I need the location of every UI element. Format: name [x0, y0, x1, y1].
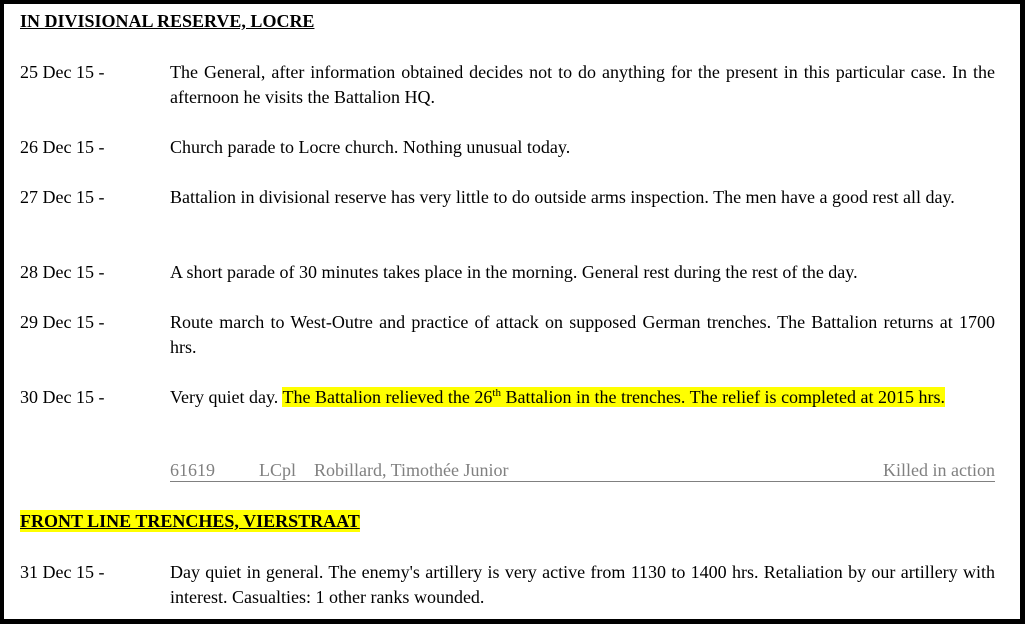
- entry-text: A short parade of 30 minutes takes place in the morning. General rest during the rest of the day.: [170, 262, 858, 282]
- entry-text-plain: Very quiet day.: [170, 387, 283, 407]
- soldier-name: Robillard, Timothée Junior: [314, 460, 509, 480]
- entry-date: 27 Dec 15 -: [20, 187, 105, 207]
- section-heading-vierstraat: FRONT LINE TRENCHES, VIERSTRAAT: [20, 511, 360, 531]
- entry-text: The General, after information obtained decides not to do anything for the present in this particular case. In the afternoon he visits the Battalion HQ.: [170, 62, 995, 107]
- casualty-row: [170, 459, 995, 482]
- entry-date: 25 Dec 15 -: [20, 62, 105, 82]
- service-number: 61619: [170, 460, 215, 480]
- casualty-status: Killed in action: [883, 460, 995, 480]
- entry-text: Day quiet in general. The enemy's artillery is very active from 1130 to 1400 hrs. Retaliation by our artillery with interest. Casualties: 1 other ranks wounded.: [170, 562, 995, 607]
- entry-date: 29 Dec 15 -: [20, 312, 105, 332]
- entry-text: [170, 385, 995, 410]
- entry-text: Route march to West-Outre and practice of attack on supposed German trenches. The Battalion returns at 1700 hrs.: [170, 312, 995, 357]
- entry-date: 30 Dec 15 -: [20, 387, 105, 407]
- highlight-part: Battalion in the trenches. The relief is completed at 2015 hrs.: [500, 387, 946, 407]
- document-page: [4, 4, 1020, 619]
- ordinal-suffix: th: [492, 387, 501, 399]
- highlighted-text: [282, 387, 945, 407]
- entry-date: 26 Dec 15 -: [20, 137, 105, 157]
- entry-text: Battalion in divisional reserve has very little to do outside arms inspection. The men have a good rest all day.: [170, 187, 955, 207]
- entry-text: Church parade to Locre church. Nothing unusual today.: [170, 137, 571, 157]
- section-heading-locre: IN DIVISIONAL RESERVE, LOCRE: [20, 11, 315, 31]
- entry-date: 31 Dec 15 -: [20, 562, 105, 582]
- highlight-part: The Battalion relieved the 26: [282, 387, 493, 407]
- entry-date: 28 Dec 15 -: [20, 262, 105, 282]
- rank: LCpl: [259, 460, 297, 480]
